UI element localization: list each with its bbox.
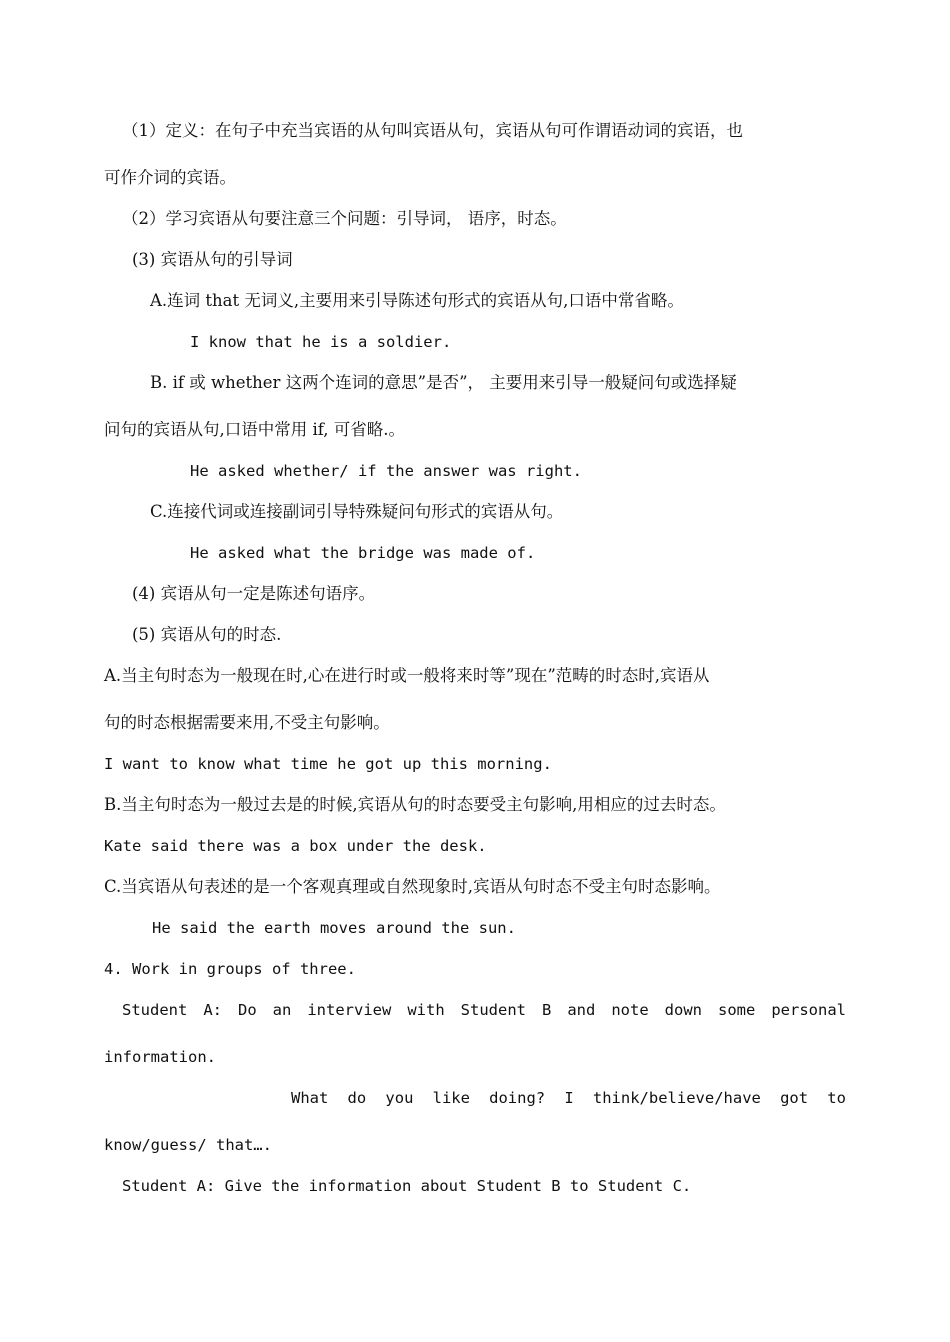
text-line: (3) 宾语从句的引导词 [132, 250, 293, 269]
example-sentence: He asked what the bridge was made of. [190, 544, 536, 562]
word: to [827, 1089, 846, 1107]
text-line: 可作介词的宾语。 [104, 168, 236, 187]
word: do [347, 1089, 367, 1107]
text-line: 句的时态根据需要来用,不受主句影响。 [104, 713, 390, 732]
prompt-line [291, 1087, 846, 1109]
instruction-line: Student A: Give the information about Student B to Student C. [122, 1177, 692, 1195]
word: some [718, 1001, 756, 1019]
word: Student [460, 1001, 526, 1019]
word: I [564, 1089, 574, 1107]
word: you [385, 1089, 414, 1107]
word: like [432, 1089, 470, 1107]
word: Do [238, 1001, 257, 1019]
word: Student [122, 1001, 188, 1019]
text-line: (4) 宾语从句一定是陈述句语序。 [132, 584, 376, 603]
word: down [664, 1001, 702, 1019]
word: an [272, 1001, 292, 1019]
text-line: (5) 宾语从句的时态. [132, 625, 282, 644]
text-line: （2）学习宾语从句要注意三个问题：引导词， 语序，时态。 [122, 209, 567, 228]
word: doing? [489, 1089, 546, 1107]
word: think/believe/have [592, 1089, 761, 1107]
word: personal [771, 1001, 846, 1019]
word: A: [203, 1001, 222, 1019]
example-sentence: He said the earth moves around the sun. [152, 919, 516, 937]
instruction-line: information. [104, 1048, 216, 1066]
word: interview [307, 1001, 392, 1019]
text-line: A.当主句时态为一般现在时,心在进行时或一般将来时等”现在”范畴的时态时,宾语从 [104, 666, 710, 685]
example-sentence: He asked whether/ if the answer was right. [190, 462, 582, 480]
text-line: （1）定义：在句子中充当宾语的从句叫宾语从句，宾语从句可作谓语动词的宾语，也 [122, 121, 743, 140]
example-sentence: I want to know what time he got up this morning. [104, 755, 552, 773]
word: with [407, 1001, 445, 1019]
text-line: C.当宾语从句表述的是一个客观真理或自然现象时,宾语从句时态不受主句时态影响。 [104, 877, 721, 896]
example-sentence: I know that he is a soldier. [190, 333, 452, 351]
word: B [542, 1001, 552, 1019]
text-line: A.连词 that 无词义,主要用来引导陈述句形式的宾语从句,口语中常省略。 [150, 291, 684, 310]
word: and [567, 1001, 596, 1019]
instruction-line [122, 999, 846, 1021]
text-line: 问句的宾语从句,口语中常用 if, 可省略.。 [104, 420, 406, 439]
prompt-line: know/guess/ that…. [104, 1136, 272, 1154]
text-line: B.当主句时态为一般过去是的时候,宾语从句的时态要受主句影响,用相应的过去时态。 [104, 795, 726, 814]
text-line: B. if 或 whether 这两个连词的意思”是否”， 主要用来引导一般疑问句或选择疑 [150, 373, 737, 392]
section-heading: 4. Work in groups of three. [104, 960, 356, 978]
example-sentence: Kate said there was a box under the desk. [104, 837, 487, 855]
word: What [291, 1089, 329, 1107]
word: got [780, 1089, 809, 1107]
text-line: C.连接代词或连接副词引导特殊疑问句形式的宾语从句。 [150, 502, 564, 521]
word: note [611, 1001, 649, 1019]
